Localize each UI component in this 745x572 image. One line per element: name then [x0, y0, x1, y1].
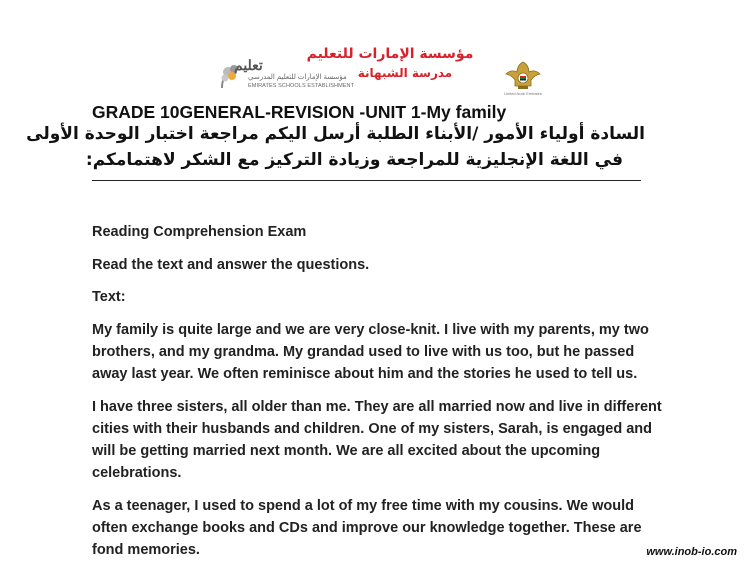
reading-paragraph-3: As a teenager, I used to spend a lot of my free time with my cousins. We would often exchange books and CDs and improve our knowledge together. These are fond memories. [92, 498, 642, 558]
title-divider [92, 180, 641, 181]
logo-name-arabic: مؤسسة الإمارات للتعليم المدرسي [248, 74, 347, 81]
page-title-arabic-line2: في اللغة الإنجليزية للمراجعة وزيادة التركيز مع الشكر لاهتمامكم: [85, 150, 623, 170]
text-label: Text: [92, 289, 126, 305]
logo-wordmark: تعليم [234, 58, 263, 74]
emblem-caption: United Arab Emirates [504, 91, 542, 96]
emirates-schools-logo [212, 56, 355, 96]
falcon-emblem-icon [500, 60, 546, 92]
school-establishment-name: مؤسسة الإمارات للتعليم [306, 46, 474, 62]
exam-instruction: Read the text and answer the questions. [92, 257, 370, 273]
page-title-english: GRADE 10GENERAL-REVISION -UNIT 1-My family [92, 102, 507, 122]
school-name: مدرسة الشبهانة [357, 66, 453, 80]
page-title-arabic-line1: السادة أولياء الأمور /الأبناء الطلبة أرسل اليكم مراجعة اختبار الوحدة الأولى [26, 124, 645, 144]
reading-paragraph-2: I have three sisters, all older than me. They are all married now and live in different cities with their husbands and children. One of my sisters, Sarah, is engaged and will be getting married next month. We are all excited about the upcoming celebrations. [92, 399, 662, 481]
document-body [92, 222, 667, 572]
site-watermark: www.inob-io.com [646, 546, 737, 558]
document-header [0, 0, 745, 100]
reading-paragraph-1: My family is quite large and we are very close-knit. I live with my parents, my two brothers, and my grandma. My grandad used to live with us too, but he passed away last year. We often reminisce about him and the stories he used to tell us. [92, 322, 649, 382]
uae-emblem [500, 60, 546, 98]
exam-heading: Reading Comprehension Exam [92, 224, 307, 240]
logo-name-english: EMIRATES SCHOOLS ESTABLISHMENT [248, 83, 355, 89]
